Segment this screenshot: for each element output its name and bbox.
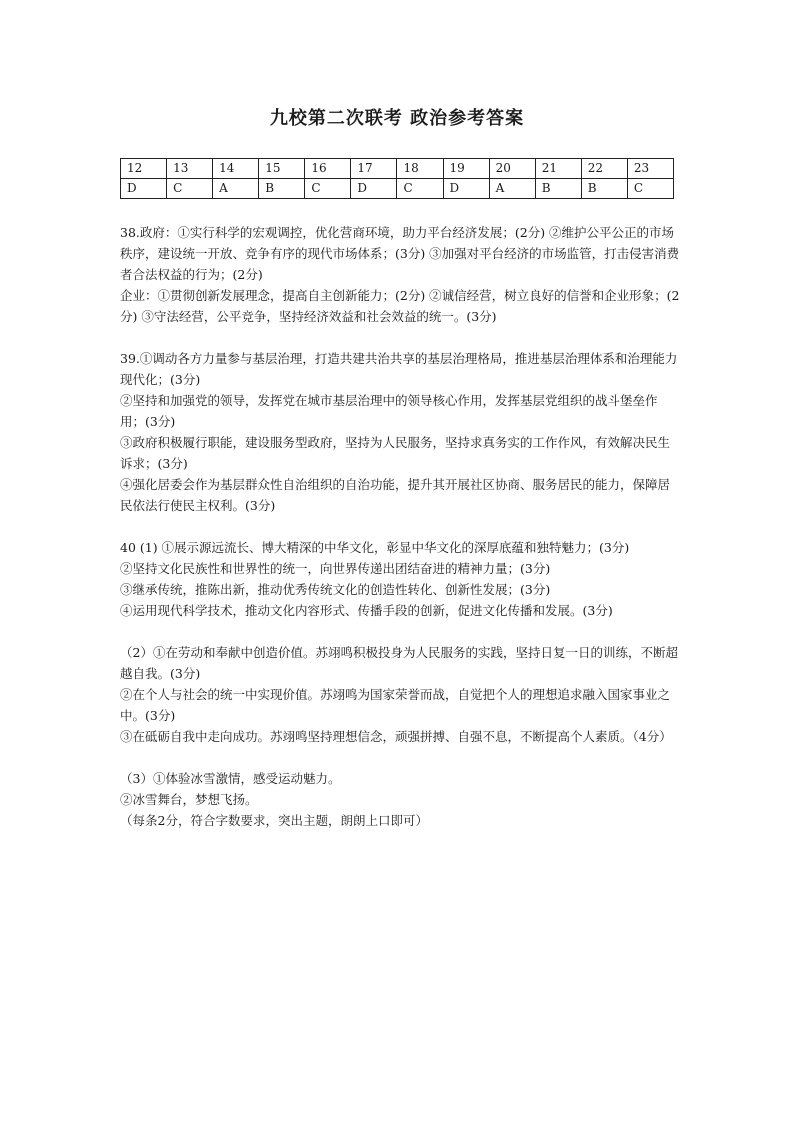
question-number-cell: 22 xyxy=(581,159,627,179)
answer-letter-cell: C xyxy=(627,179,673,199)
question-number-cell: 12 xyxy=(121,159,167,179)
answer-letter-cell: C xyxy=(397,179,443,199)
q40-1-point: ②坚持文化民族性和世界性的统一，向世界传递出团结奋进的精神力量；(3分) xyxy=(120,561,551,576)
answer-letter-cell: A xyxy=(489,179,535,199)
question-number-cell: 23 xyxy=(627,159,673,179)
page-title: 九校第二次联考 政治参考答案 xyxy=(269,108,525,129)
question-40-part3-section xyxy=(120,768,680,831)
answer-letter-cell: A xyxy=(213,179,259,199)
answer-letter-cell: C xyxy=(167,179,213,199)
q40-3-point: （3）①体验冰雪激情，感受运动魅力。 xyxy=(120,771,341,786)
question-number-cell: 13 xyxy=(167,159,213,179)
question-number-cell: 21 xyxy=(535,159,581,179)
question-number-row xyxy=(121,159,674,179)
q39-point: ②坚持和加强党的领导，发挥党在城市基层治理中的领导核心作用，发挥基层党组织的战斗堡垒作用；(3分) xyxy=(120,393,658,429)
question-39-section xyxy=(120,348,680,516)
answer-letter-cell: B xyxy=(535,179,581,199)
q40-2-point: ③在砥砺自我中走向成功。苏翊鸣坚持理想信念，顽强拼搏、自强不息，不断提高个人素质。（4分） xyxy=(120,729,672,744)
answer-letter-cell: C xyxy=(305,179,351,199)
question-38-section xyxy=(120,222,680,327)
answer-table xyxy=(120,158,674,199)
q40-1-point: ③继承传统，推陈出新，推动优秀传统文化的创造性转化、创新性发展；(3分) xyxy=(120,582,551,597)
answer-letter-cell: B xyxy=(259,179,305,199)
q39-point: ④强化居委会作为基层群众性自治组织的自治功能，提升其开展社区协商、服务居民的能力，保障居民依法行使民主权利。(3分) xyxy=(120,477,671,513)
q40-3-scoring-note: （每条2分，符合字数要求，突出主题，朗朗上口即可） xyxy=(120,813,428,828)
question-number-cell: 14 xyxy=(213,159,259,179)
q38-enterprise-answer: 企业：①贯彻创新发展理念，提高自主创新能力；(2分) ②诚信经营，树立良好的信誉和企业形象；(2分) ③守法经营，公平竞争，坚持经济效益和社会效益的统一。(3分) xyxy=(120,288,680,324)
question-number-cell: 20 xyxy=(489,159,535,179)
q40-1-point: 40 (1) ①展示源远流长、博大精深的中华文化，彰显中华文化的深厚底蕴和独特魅力；(3分) xyxy=(120,540,630,555)
question-number-cell: 18 xyxy=(397,159,443,179)
q40-2-point: ②在个人与社会的统一中实现价值。苏翊鸣为国家荣誉而战，自觉把个人的理想追求融入国家事业之中。(3分) xyxy=(120,687,671,723)
answer-letter-cell: B xyxy=(581,179,627,199)
question-number-cell: 15 xyxy=(259,159,305,179)
answer-letter-cell: D xyxy=(443,179,489,199)
question-number-cell: 16 xyxy=(305,159,351,179)
answer-letter-cell: D xyxy=(121,179,167,199)
answer-letter-cell: D xyxy=(351,179,397,199)
q40-3-point: ②冰雪舞台，梦想飞扬。 xyxy=(120,792,258,807)
q38-government-answer: 38.政府：①实行科学的宏观调控，优化营商环境，助力平台经济发展；(2分) ②维护公平公正的市场秩序，建设统一开放、竞争有序的现代市场体系；(3分) ③加强对平台经济的市场监管，打击侵害消费者合法权益的行为；(2分) xyxy=(120,225,680,282)
q39-point: 39.①调动各方力量参与基层治理，打造共建共治共享的基层治理格局，推进基层治理体系和治理能力现代化；(3分) xyxy=(120,351,678,387)
question-40-part1-section xyxy=(120,537,680,621)
q40-1-point: ④运用现代科学技术，推动文化内容形式、传播手段的创新，促进文化传播和发展。(3分) xyxy=(120,603,613,618)
question-40-part2-section xyxy=(120,642,680,747)
answer-content xyxy=(120,222,680,831)
question-number-cell: 17 xyxy=(351,159,397,179)
question-number-cell: 19 xyxy=(443,159,489,179)
q39-point: ③政府积极履行职能，建设服务型政府，坚持为人民服务，坚持求真务实的工作作风，有效解决民生诉求；(3分) xyxy=(120,435,671,471)
q40-2-point: （2）①在劳动和奉献中创造价值。苏翊鸣积极投身为人民服务的实践，坚持日复一日的训练，不断超越自我。(3分) xyxy=(120,645,678,681)
answer-letter-row xyxy=(121,179,674,199)
